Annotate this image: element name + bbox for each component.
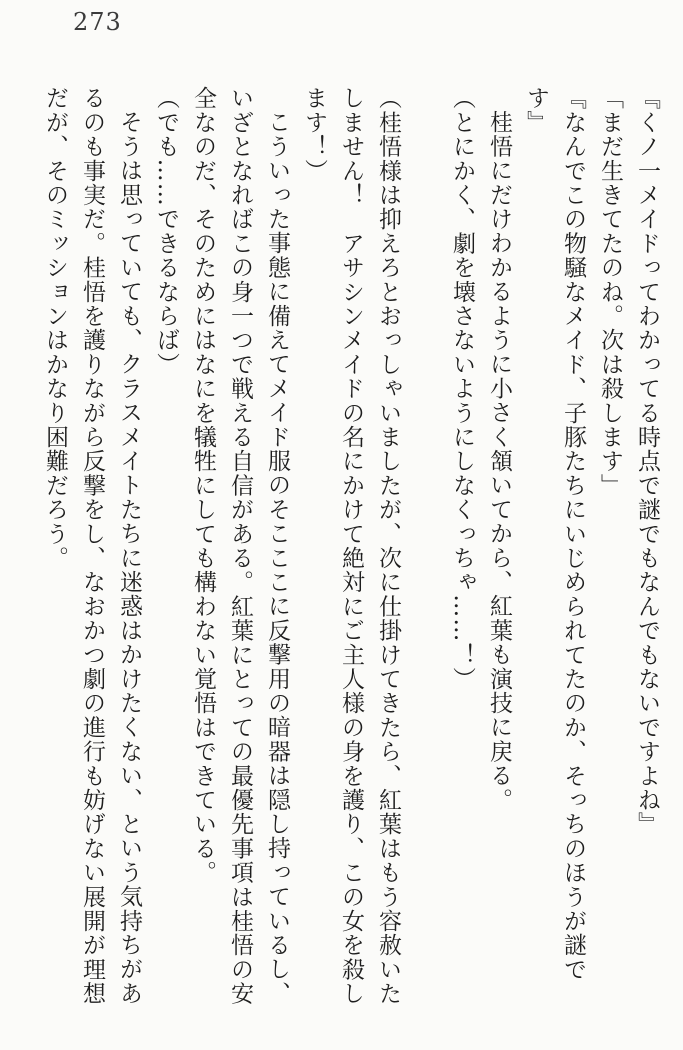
text-line: 桂悟にだけわかるように小さく頷いてから、紅葉も演技に戻る。 xyxy=(486,110,512,812)
text-line: いざとなればこの身一つで戦える自信がある。紅葉にとっての最優先事項は桂悟の安 xyxy=(227,86,253,1006)
text-line: 『なんでこの物騒なメイド、子豚たちにいじめられてたのか、そっちのほうが謎で xyxy=(560,86,586,982)
text-line: （桂悟様は抑えろとおっしゃいましたが、次に仕掛けてきたら、紅葉はもう容赦いた xyxy=(375,86,401,1006)
page-number: 273 xyxy=(73,8,122,36)
text-line: るのも事実だ。桂悟を護りながら反撃をし、なおかつ劇の進行も妨げない展開が理想 xyxy=(79,86,105,1006)
text-line: 「まだ生きてたのね。次は殺します」 xyxy=(597,86,623,498)
text-line: こういった事態に備えてメイド服のそこここに反撃用の暗器は隠し持っているし、 xyxy=(264,110,290,1006)
text-line: （でも……できるならば） xyxy=(153,86,179,377)
vertical-text-block xyxy=(36,86,665,1024)
text-line: （とにかく、劇を壊さないようにしなくっちゃ……！） xyxy=(449,86,475,691)
text-line: そうは思っていても、クラスメイトたちに迷惑はかけたくない、という気持ちがあ xyxy=(116,110,142,1006)
text-line: 『くノ一メイドってわかってる時点で謎でもなんでもないですよね』 xyxy=(634,86,660,837)
text-line: しません！ アサシンメイドの名にかけて絶対にご主人様の身を護り、この女を殺し xyxy=(338,86,364,1006)
text-line: だが、そのミッションはかなり困難だろう。 xyxy=(42,86,68,570)
text-line: 全なのだ、そのためにはなにを犠牲にしても構わない覚悟はできている。 xyxy=(190,86,216,885)
text-line: す』 xyxy=(523,86,549,135)
text-line: ます！） xyxy=(301,86,327,183)
